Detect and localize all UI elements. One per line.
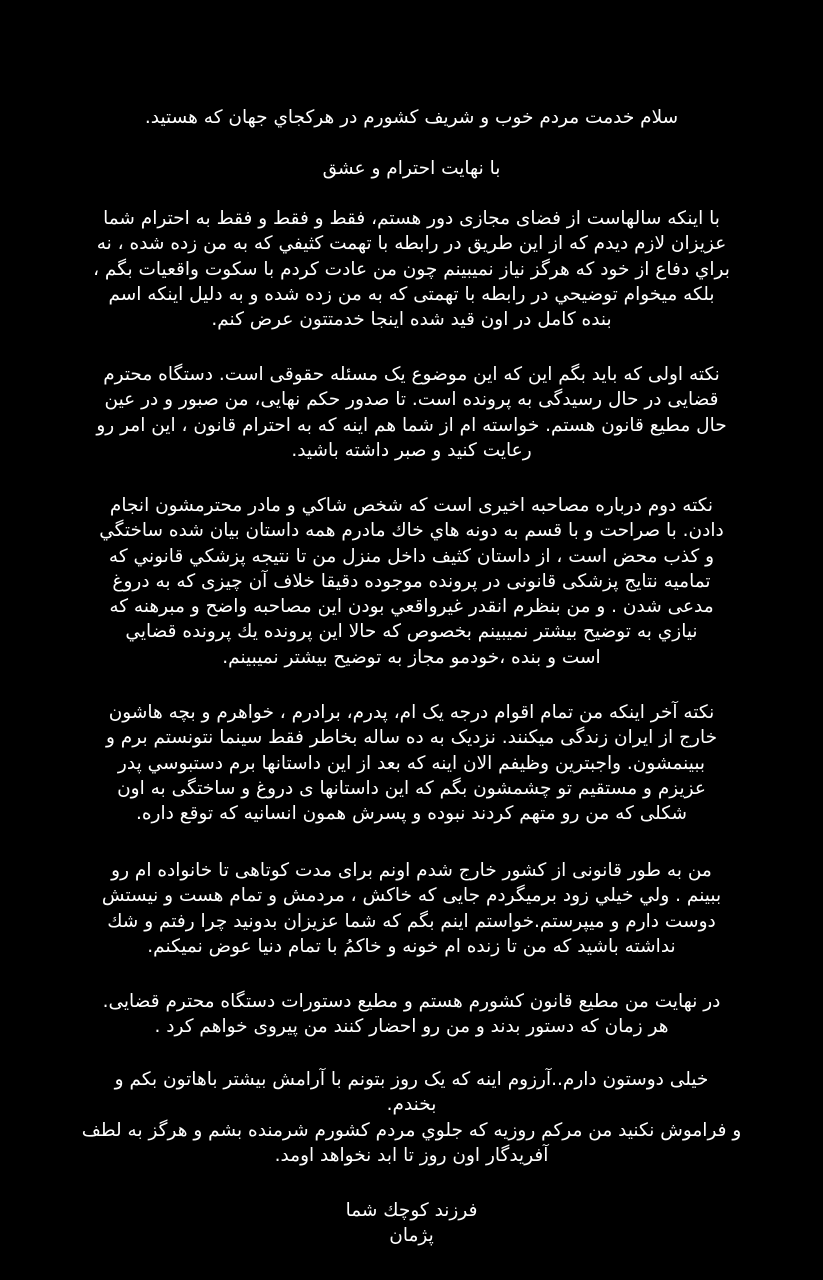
paragraph-2-line-1: نکته اولی که باید بگم این که این موضوع یک مسئله حقوقی است. دستگاه محترم bbox=[103, 364, 720, 385]
paragraph-5-line-4: نداشته باشید که من تا زنده ام خونه و خاکمُ با تمام دنیا عوض نمیکنم. bbox=[147, 935, 676, 957]
paragraph-3-line-1: نکته دوم درباره مصاحبه اخیری است که شخص شاکي و مادر محترمشون انجام bbox=[109, 495, 714, 516]
paragraph-2-line-4: رعایت کنید و صبر داشته باشید. bbox=[291, 439, 532, 461]
paragraph-1-line-1: با اینکه سالهاست از فضای مجازی دور هستم، فقط و فقط و فقط به احترام شما bbox=[103, 208, 720, 229]
paragraph-2-line-2: قضایی در حال رسیدگی به پرونده است. تا صدور حکم نهایی، من صبور و در عین bbox=[104, 389, 719, 411]
paragraph-3-line-5: مدعی شدن . و من بنظرم انقدر غیرواقعي بودن این مصاحبه واضح و مبرهنه که bbox=[109, 596, 714, 618]
signature: پژمان bbox=[389, 1225, 434, 1247]
paragraph-3-line-7: است و بنده ،خودمو مجاز به توضیح بیشتر نمیبینم. bbox=[222, 646, 601, 668]
paragraph-4-line-1: نکته آخر اینکه من تمام اقوام درجه یک ام، پدرم، برادرم ، خواهرم و بچه هاشون bbox=[108, 702, 715, 723]
paragraph-7-line-4: آفریدگار اون روز تا ابد نخواهد اومد. bbox=[274, 1144, 549, 1166]
paragraph-4-line-5: شکلی که من رو متهم کردند نبوده و پسرش همون انسانیه که توقع داره. bbox=[135, 803, 688, 825]
paragraph-7-line-3: و فراموش نکنید من مرکم روزیه که جلوي مردم کشورم شرمنده بشم و هرگز به لطف bbox=[81, 1119, 742, 1141]
paragraph-3-line-6: نیازي به توضیح بیشتر نمیبینم بخصوص که حالا این پرونده یك پرونده قضايي bbox=[125, 621, 698, 643]
paragraph-4-line-2: خارج از ایران زندگی میکنند. نزدیک به ده ساله بخاطر فقط سینما نتونستم برم و bbox=[105, 727, 718, 749]
paragraph-2 bbox=[28, 362, 795, 463]
paragraph-6-line-2: هر زمان که دستور بدند و من رو احضار کنند من پیروی خواهم کرد . bbox=[154, 1016, 669, 1038]
paragraph-7-line-1: خیلی دوستون دارم..آرزوم اینه که یک روز بتونم با آرامش بیشتر باهاتون بکم و bbox=[114, 1069, 709, 1090]
paragraph-1-line-5: بنده کامل در اون قید شده اینجا خدمتتون عرض کنم. bbox=[211, 309, 612, 331]
paragraph-5 bbox=[28, 858, 795, 959]
paragraph-7-line-2: بخندم. bbox=[386, 1094, 437, 1116]
paragraph-1-line-4: بلکه میخوام توضیحي در رابطه با تهمتی که به من زده شده و به دلیل اینکه اسم bbox=[108, 283, 715, 305]
paragraph-3-line-3: و کذب محض است ، از داستان کثیف داخل منزل من تا نتیجه پزشکي قانوني که bbox=[108, 545, 715, 567]
paragraph-1 bbox=[28, 206, 795, 332]
paragraph-5-line-2: ببینم . ولي خیلي زود برمیگردم جایی که خاکش ، مردمش و تمام هست و نیستش bbox=[101, 885, 722, 907]
greeting bbox=[28, 105, 795, 130]
signature-block bbox=[28, 1198, 795, 1249]
paragraph-2-line-3: حال مطیع قانون هستم. خواسته ام از شما هم اینه که به احترام قانون ، این امر رو bbox=[96, 414, 727, 436]
greeting-line: سلام خدمت مردم خوب و شریف کشورم در هرکجاي جهان که هستید. bbox=[144, 107, 679, 128]
paragraph-3-line-4: تمامیه نتایج پزشکی قانونی در پرونده موجوده دقیقا خلاف آن چیزی که به دروغ bbox=[112, 570, 711, 592]
paragraph-1-line-3: براي دفاع از خود که هرگز نیاز نمیبینم چون من عادت کردم با سکوت واقعیات بگم ، bbox=[93, 258, 730, 280]
paragraph-6-line-1: در نهایت من مطیع قانون کشورم هستم و مطیع دستورات دستگاه محترم قضایی. bbox=[102, 991, 721, 1012]
paragraph-6 bbox=[28, 989, 795, 1040]
paragraph-7 bbox=[28, 1067, 795, 1168]
paragraph-5-line-3: دوست دارم و میپرستم.خواستم اینم بگم که شما عزیزان بدونید چرا رفتم و شك bbox=[107, 910, 716, 932]
paragraph-4 bbox=[28, 700, 795, 826]
paragraph-4-line-4: عزیزم و مستقیم تو چشمشون بگم که این داستانها ی دروغ و ساختگی به اون bbox=[117, 777, 706, 799]
paragraph-4-line-3: ببینمشون. واجبترین وظیفم الان اینه که بعد از این داستانها برم دستبوسي پدر bbox=[117, 752, 706, 774]
paragraph-5-line-1: من به طور قانونی از کشور خارج شدم اونم برای مدت کوتاهی تا خانواده ام رو bbox=[111, 860, 712, 881]
paragraph-3 bbox=[28, 493, 795, 670]
paragraph-3-line-2: دادن. با صراحت و با قسم به دونه هاي خاك مادرم همه داستان بیان شده ساختگي bbox=[99, 520, 724, 542]
salutation bbox=[28, 156, 795, 181]
salutation-line: با نهایت احترام و عشق bbox=[322, 158, 501, 179]
signoff: فرزند کوچك شما bbox=[345, 1200, 478, 1221]
paragraph-1-line-2: عزیزان لازم دیدم که از این طریق در رابطه با تهمت کثیفي که به من زده شده ، نه bbox=[96, 233, 727, 255]
